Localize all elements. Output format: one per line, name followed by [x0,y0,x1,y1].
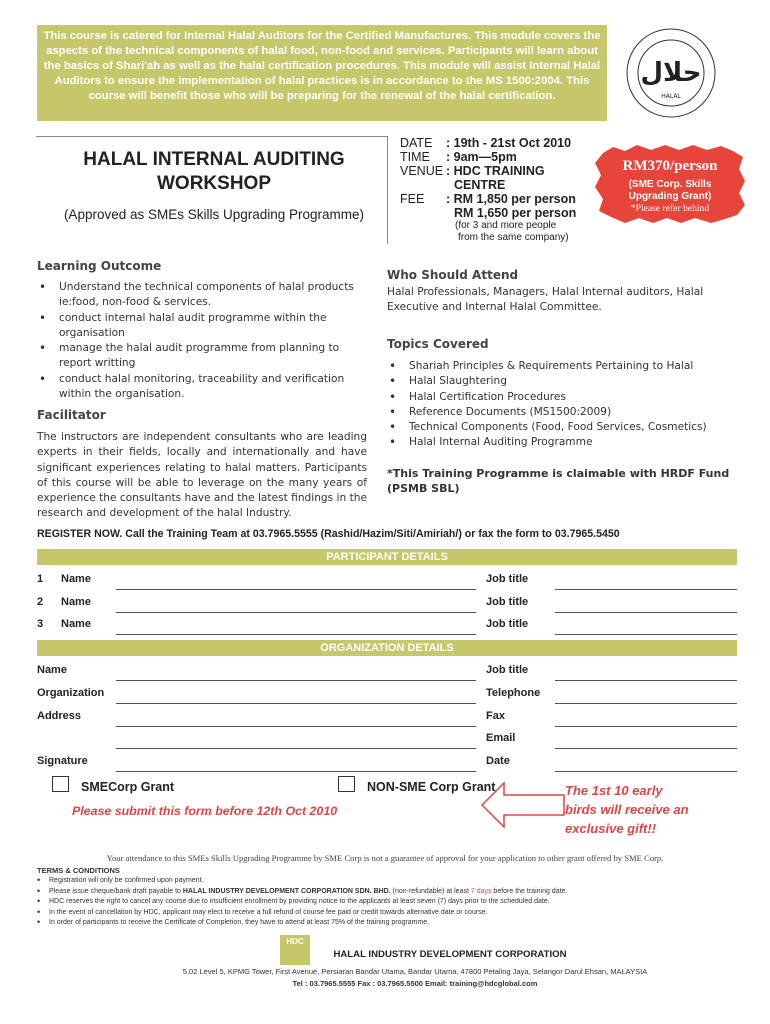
list-item: • Registration will only be confirmed upon payment. [37,876,737,887]
logo-label: HALAL [661,93,681,100]
facilitator-heading: Facilitator [37,408,106,422]
intro-banner: This course is catered for Internal Halal Auditors for the Certified Manufactures. This module covers the aspects of the technical components of halal food, non-food and services. Participants will learn about the basics of Shari'ah as well as the halal certification procedures. This module will assist Internal Halal Auditors to ensure the implementation of halal practices is in accordance to the MS 1500:2004. This course will benefit those who will be preparing for the renewal of the halal certification. [37,25,607,121]
facilitator-text: The instructors are independent consultants who are leading experts in their fields, locally and internationally and have significant experiences relating to halal matters. Participants of this course will be able to leverage on the many years of experience the consultants have and the latest findings in the research and development of the halal Industry. [37,431,367,520]
fax-label: Fax [486,710,505,722]
corporation-address: 5.02 Level 5, KPMG Tower, First Avenue, Persiaran Bandar Utama, Bandar Utama, 47800 Petaling Jaya, Selangor Darul Ehsan, MALAYSIA [182,967,648,976]
date-label: Date [486,755,510,767]
hdc-logo: HDC [280,935,310,965]
fee-value-2: RM 1,650 per person [454,206,577,220]
topics-list [387,359,727,451]
non-sme-grant-checkbox[interactable] [338,776,355,792]
who-should-attend-heading: Who Should Attend [387,268,519,282]
left-arrow-icon [480,781,566,829]
price-line-1: (SME Corp. Skills [628,179,712,190]
who-should-attend-text: Halal Professionals, Managers, Halal Internal auditors, Halal Executive and Internal Halal Committee. [387,286,704,314]
participant-1-name-field[interactable] [116,589,476,590]
org-job-label: Job title [486,664,529,676]
price-value: RM370/person [622,158,718,174]
list-item: • In order of participants to receive the Certificate of Completion, they have to attend at least 75% of the training programme. [37,918,737,929]
list-item: • conduct halal monitoring, traceability and verification within the organisation. [37,372,367,403]
fee-value-1: : RM 1,850 per person [446,192,576,206]
date-field[interactable] [555,771,737,772]
participant-1-number: 1 [37,573,44,585]
price-line-3: *Please refer behind [630,203,710,214]
corporation-name: HALAL INDUSTRY DEVELOPMENT CORPORATION [333,949,567,960]
corporation-contacts: Tel : 03.7965.5555 Fax : 03.7965.5500 Email: training@hdcglobal.com [292,979,538,988]
participant-3-job-label: Job title [486,618,529,630]
venue-value-1: : HDC TRAINING [446,164,545,178]
signature-label: Signature [37,755,88,767]
org-job-field[interactable] [555,680,737,681]
signature-field[interactable] [116,771,476,772]
fee-note-1: (for 3 and more people [455,220,557,231]
fax-field[interactable] [555,726,737,727]
participant-2-name-label: Name [61,596,91,608]
telephone-label: Telephone [486,687,541,699]
learning-outcome-heading: Learning Outcome [37,259,162,273]
organization-details-bar: ORGANIZATION DETAILS [37,640,737,656]
list-item: • conduct internal halal audit programme within the organisation [37,311,367,342]
learning-outcome-list [37,280,367,402]
terms-list [37,876,737,929]
halal-seal-icon [606,25,736,121]
time-label: TIME [400,150,430,164]
participant-1-name-label: Name [61,573,91,585]
approved-note: (Approved as SMEs Skills Upgrading Programme) [63,207,365,222]
telephone-field[interactable] [555,703,737,704]
time-value: : 9am—5pm [446,150,517,164]
venue-label: VENUE [400,164,444,178]
participant-1-job-field[interactable] [555,589,737,590]
fee-label: FEE [400,192,425,206]
address-field-1[interactable] [116,726,476,727]
topics-heading: Topics Covered [387,337,489,351]
date-value: : 19th - 21st Oct 2010 [446,136,572,150]
info-labels [400,136,443,206]
participant-3-number: 3 [37,618,44,630]
fee-note-2: from the same company) [458,232,569,243]
early-bird-line-1: The 1st 10 early [565,783,663,798]
info-values [446,136,576,220]
non-sme-grant-label: NON-SME Corp Grant [367,780,496,794]
participant-1-job-label: Job title [486,573,529,585]
participant-3-job-field[interactable] [555,634,737,635]
venue-value-2: CENTRE [454,178,506,192]
list-item: • manage the halal audit programme from planning to report writting [37,341,367,372]
early-bird-note [565,781,735,838]
list-item: • Halal Certification Procedures [387,390,727,405]
list-item: • Understand the technical components of halal products ie:food, non-food & services. [37,280,367,311]
email-field[interactable] [555,748,737,749]
date-label: DATE [400,136,433,150]
price-line-2: Upgrading Grant) [628,191,712,202]
participant-2-name-field[interactable] [116,612,476,613]
list-item: • Halal Slaughtering [387,374,727,389]
logo-arabic-text: حلال [640,58,702,88]
org-name-field[interactable] [116,680,476,681]
participant-2-job-label: Job title [486,596,529,608]
list-item: • Shariah Principles & Requirements Pertaining to Halal [387,359,727,374]
participant-3-name-label: Name [61,618,91,630]
organization-field[interactable] [116,703,476,704]
list-item: • Halal Internal Auditing Programme [387,435,727,450]
workshop-title [40,148,388,196]
disclaimer: Your attendance to this SMEs Skills Upgrading Programme by SME Corp is not a guarantee of approval for your application to other grant offered by SME Corp. [106,853,664,863]
register-line: REGISTER NOW. Call the Training Team at 03.7965.5555 (Rashid/Hazim/Siti/Amiriah/) or fax the form to 03.7965.5450 [37,528,620,540]
hrdf-note: *This Training Programme is claimable with HRDF Fund (PSMB SBL) [387,467,730,495]
list-item: • HDC reserves the right to cancel any course due to insufficient enrollment by providing notice to the applicants at least seven (7) days prior to the scheduled date. [37,897,737,908]
list-item: • Technical Components (Food, Food Services, Cosmetics) [387,420,727,435]
organization-label: Organization [37,687,105,699]
smecorp-grant-label: SMECorp Grant [81,780,175,794]
org-name-label: Name [37,664,67,676]
participant-2-job-field[interactable] [555,612,737,613]
address-label: Address [37,710,82,722]
early-bird-line-3: exclusive gift!! [565,821,657,836]
title-line-2: WORKSHOP [157,173,271,194]
list-item: • Please issue cheque/bank draft payable to HALAL INDUSTRY DEVELOPMENT CORPORATION SDN. BHD. (non-refundable) at least 7 days before the training date. [37,887,737,898]
submit-deadline: Please submit this form before 12th Oct 2010 [72,804,338,818]
terms-heading: TERMS & CONDITIONS [37,866,120,875]
participant-2-number: 2 [37,596,44,608]
title-line-1: HALAL INTERNAL AUDITING [83,149,345,170]
early-bird-line-2: birds will receive an [565,802,689,817]
list-item: • In the event of cancellation by HDC, applicant may elect to receive a full refund of course fee paid or credit towards alternative date or course. [37,908,737,919]
address-field-2[interactable] [116,748,476,749]
email-label: Email [486,732,516,744]
fee-note [455,220,569,244]
participant-details-bar: PARTICIPANT DETAILS [37,549,737,565]
list-item: • Reference Documents (MS1500:2009) [387,405,727,420]
smecorp-grant-checkbox[interactable] [52,776,69,792]
participant-3-name-field[interactable] [116,634,476,635]
